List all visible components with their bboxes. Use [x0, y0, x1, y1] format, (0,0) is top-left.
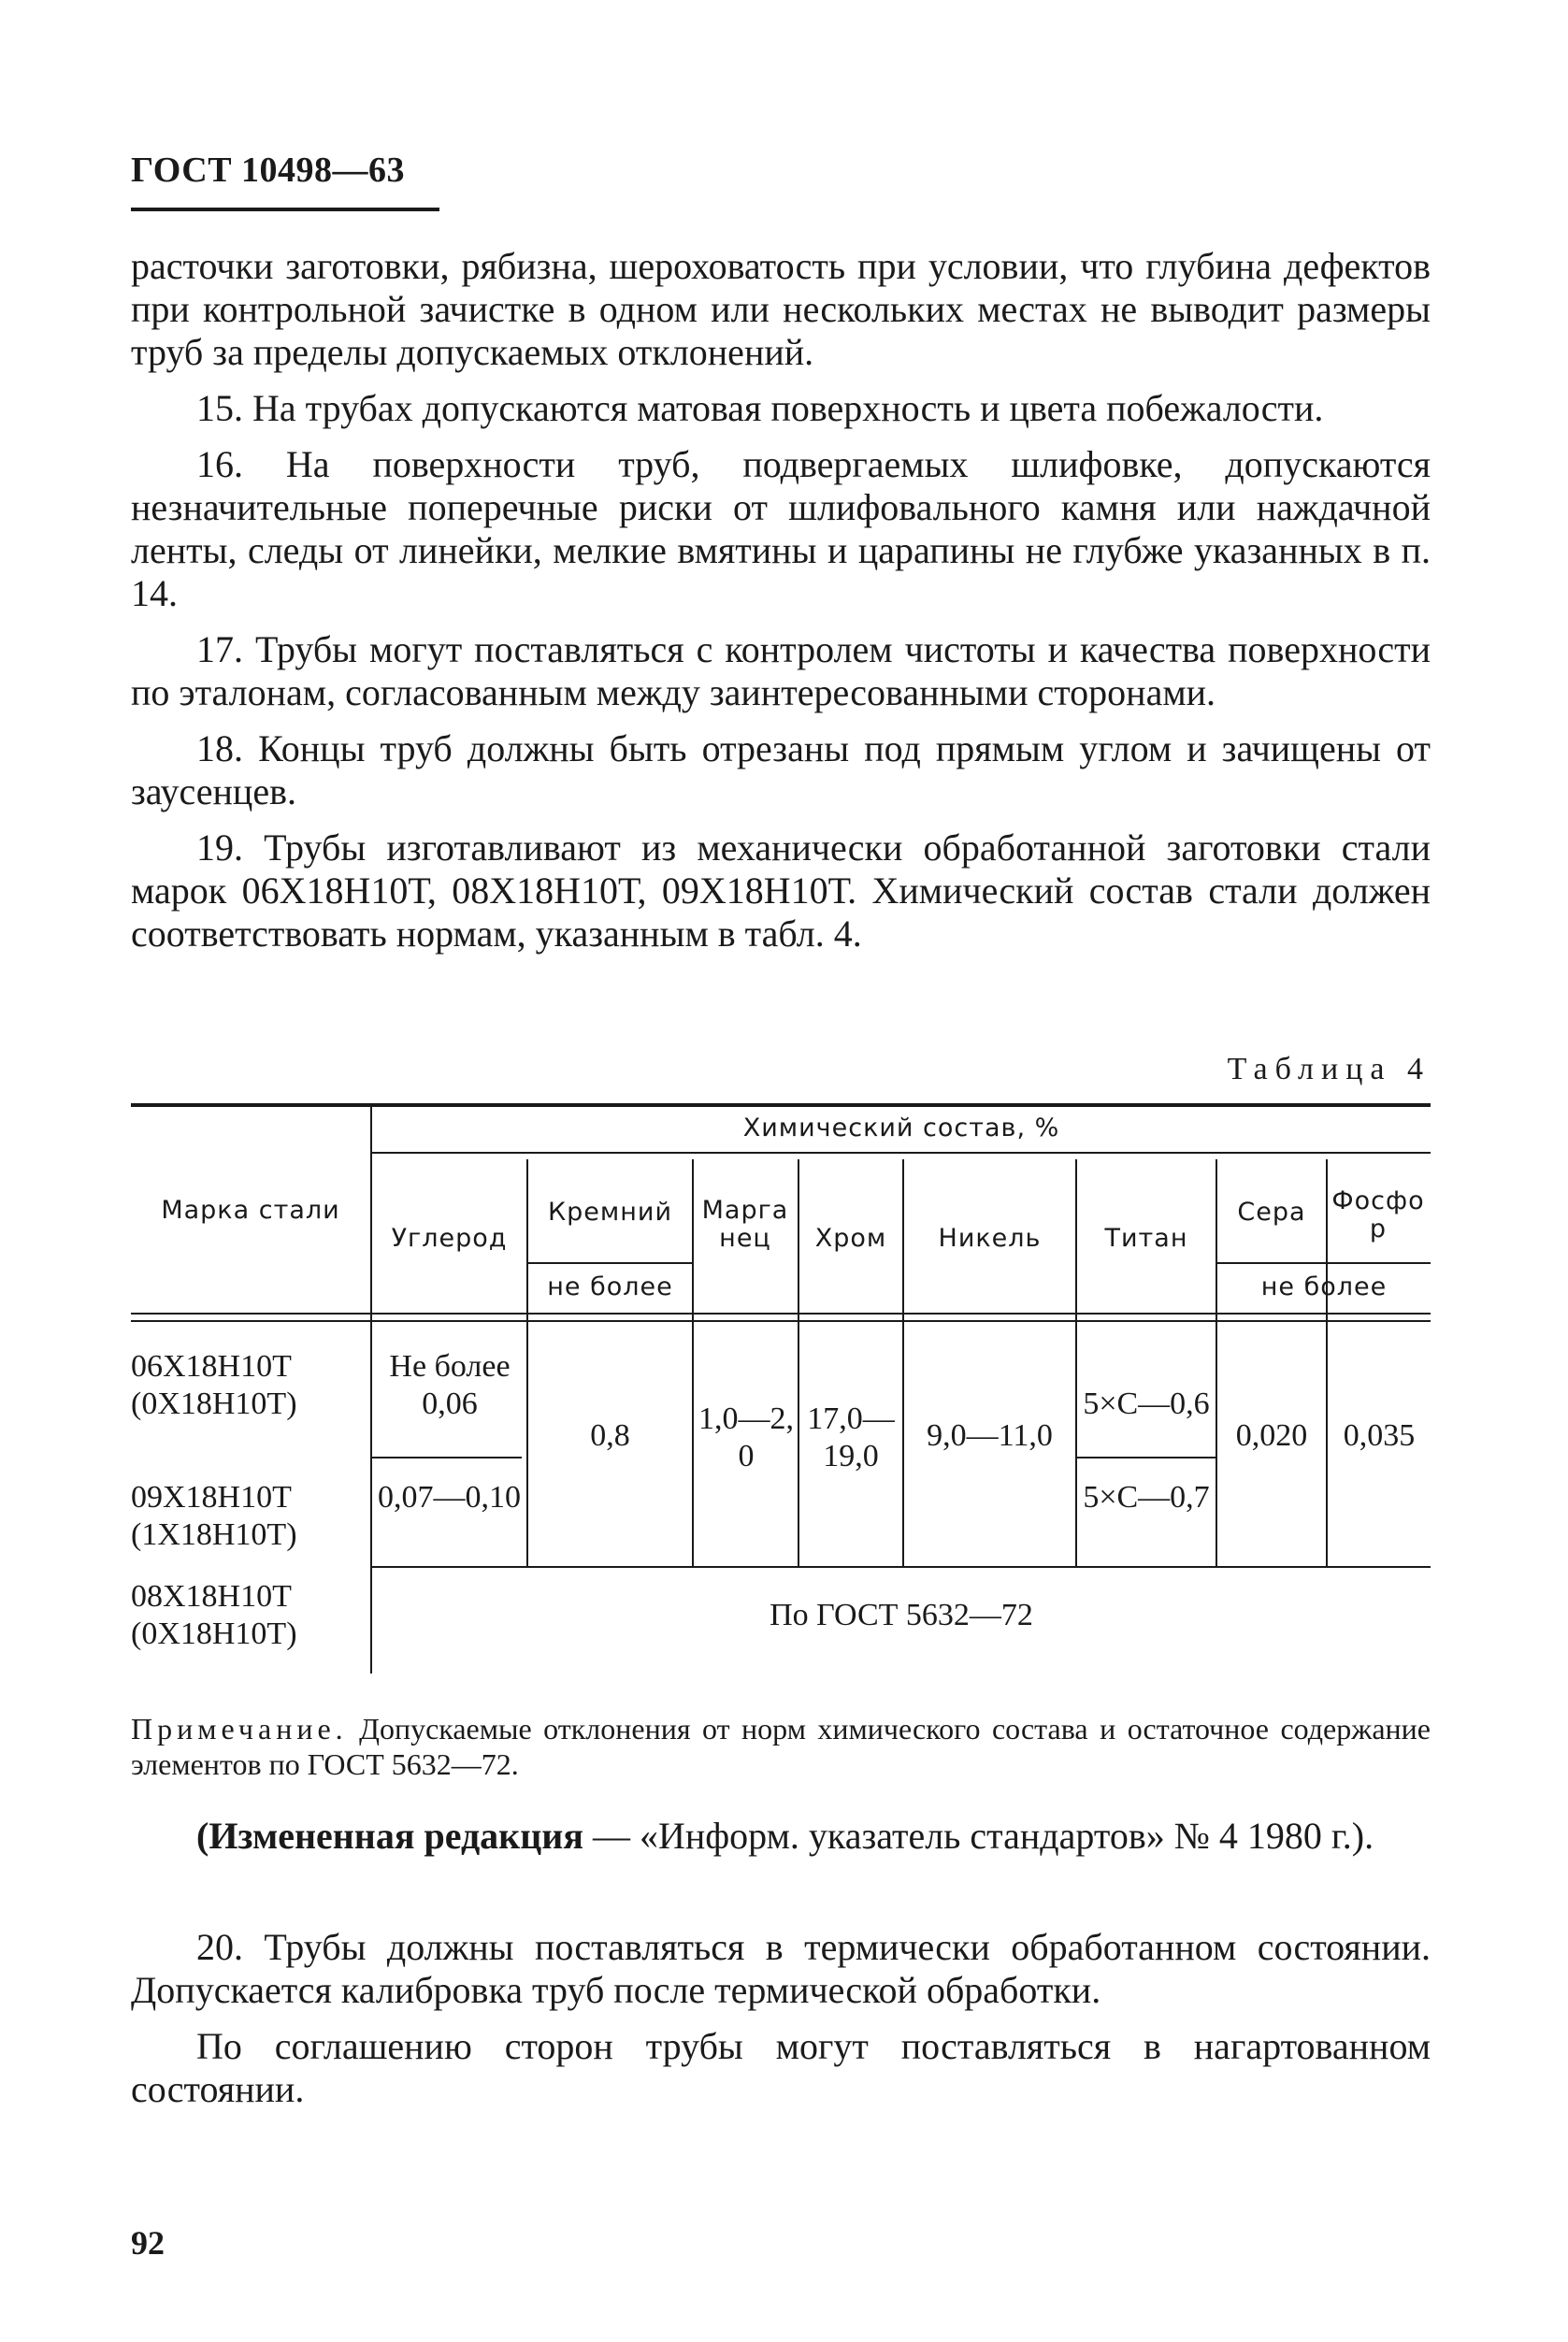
- titanium-value-1: 5×С—0,6: [1083, 1387, 1210, 1421]
- phosphorus-header: Фосфор: [1331, 1186, 1425, 1243]
- page-number: 92: [131, 2224, 165, 2262]
- chromium-header: Хром: [814, 1224, 887, 1253]
- nickel-header: Никель: [938, 1224, 1042, 1253]
- grade-08x18n10t-alt: (0Х18Н10Т): [131, 1616, 297, 1651]
- vrule-silicon-manganese: [692, 1159, 694, 1566]
- silicon-value: 0,8: [590, 1418, 630, 1453]
- document-page: [131, 0, 1431, 2342]
- chemical-composition-table: [131, 1103, 1431, 1674]
- vrule-chromium-nickel: [902, 1159, 904, 1566]
- table-top-rule: [131, 1103, 1431, 1107]
- paragraph-18: 18. Концы труб должны быть отрезаны под прямым углом и зачищены от заусенцев.: [131, 727, 1431, 812]
- standard-header: ГОСТ 10498—63: [131, 150, 439, 211]
- closing-text: [131, 1926, 1431, 2111]
- table-note: [131, 1711, 1431, 1782]
- paragraph-continued: расточки заготовки, рябизна, шероховатость при условии, что глубина дефектов при контрольной зачистке в одном или нескольких местах не выводит размеры труб за пределы допускаемых отклонений.: [131, 245, 1431, 373]
- group-split-rule: [372, 1566, 1431, 1568]
- gost-reference-cell: По ГОСТ 5632—72: [770, 1598, 1033, 1632]
- carbon-value-1: Не более 0,06: [389, 1349, 511, 1421]
- chromium-value: 17,0—19,0: [807, 1401, 895, 1473]
- paragraph-agreement: По соглашению сторон трубы могут поставляться в нагартованном состоянии.: [131, 2025, 1431, 2110]
- sulfur-value: 0,020: [1235, 1418, 1308, 1453]
- edition-bold: (Измененная редакция: [196, 1815, 583, 1857]
- grade-06x18n10t-alt: (0Х18Н10Т): [131, 1387, 297, 1421]
- titanium-split-rule: [1077, 1457, 1217, 1458]
- grade-09x18n10t: 09Х18Н10Т: [131, 1480, 292, 1515]
- composition-header-rule: [372, 1152, 1431, 1154]
- paragraph-20: 20. Трубы должны поставляться в термически обработанном состоянии. Допускается калибровка труб после термической обработки.: [131, 1926, 1431, 2011]
- manganese-header: Марганец: [701, 1196, 789, 1253]
- composition-header: Химический состав, %: [742, 1114, 1060, 1142]
- note-label: Примечание.: [131, 1712, 348, 1746]
- not-more-right: не более: [1260, 1272, 1388, 1301]
- paragraph-19: 19. Трубы изготавливают из механически обработанной заготовки стали марок 06Х18Н10Т, 08Х18Н10Т, 09Х18Н10Т. Химический состав стали должен соответствовать нормам, указанным в табл. 4.: [131, 826, 1431, 955]
- nickel-value: 9,0—11,0: [927, 1418, 1053, 1453]
- vrule-manganese-chromium: [798, 1159, 799, 1566]
- paragraph-15: 15. На трубах допускаются матовая поверхность и цвета побежалости.: [196, 387, 1324, 429]
- edition-note: [196, 1814, 1431, 1859]
- manganese-value: 1,0—2,0: [698, 1401, 794, 1473]
- carbon-value-2: 0,07—0,10: [378, 1480, 521, 1515]
- paragraph-17: 17. Трубы могут поставляться с контролем чистоты и качества поверхности по эталонам, согласованным между заинтересованными сторонами.: [131, 628, 1431, 713]
- header-bottom-rule-1: [131, 1313, 1431, 1315]
- grade-header: Марка стали: [161, 1196, 340, 1225]
- carbon-header: Углерод: [391, 1224, 508, 1253]
- grade-08x18n10t: 08Х18Н10Т: [131, 1579, 292, 1614]
- phosphorus-value: 0,035: [1343, 1418, 1416, 1453]
- table-caption: Таблица 4: [1227, 1052, 1431, 1086]
- sulfur-header: Сера: [1237, 1198, 1306, 1227]
- header-bottom-rule-2: [131, 1320, 1431, 1322]
- body-text: [131, 245, 1431, 955]
- not-more-left: не более: [547, 1272, 673, 1301]
- carbon-split-rule: [372, 1457, 522, 1458]
- vrule-sulfur-phosphorus: [1326, 1159, 1328, 1566]
- not-more-rule-left: [528, 1262, 693, 1264]
- not-more-rule-right: [1217, 1262, 1431, 1264]
- grade-09x18n10t-alt: (1Х18Н10Т): [131, 1517, 297, 1552]
- titanium-header: Титан: [1104, 1224, 1188, 1253]
- titanium-value-2: 5×С—0,7: [1083, 1480, 1210, 1515]
- edition-rest: — «Информ. указатель стандартов» № 4 1980 г.).: [583, 1815, 1374, 1857]
- silicon-header: Кремний: [547, 1198, 673, 1227]
- grade-column-rule: [370, 1103, 372, 1674]
- paragraph-16: 16. На поверхности труб, подвергаемых шлифовке, допускаются незначительные поперечные риски от шлифовального камня или наждачной ленты, следы от линейки, мелкие вмятины и царапины не глубже указанных в п. 14.: [131, 443, 1431, 614]
- grade-06x18n10t: 06Х18Н10Т: [131, 1349, 292, 1384]
- note-text: Допускаемые отклонения от норм химического состава и остаточное содержание элементов по ГОСТ 5632—72.: [131, 1712, 1431, 1781]
